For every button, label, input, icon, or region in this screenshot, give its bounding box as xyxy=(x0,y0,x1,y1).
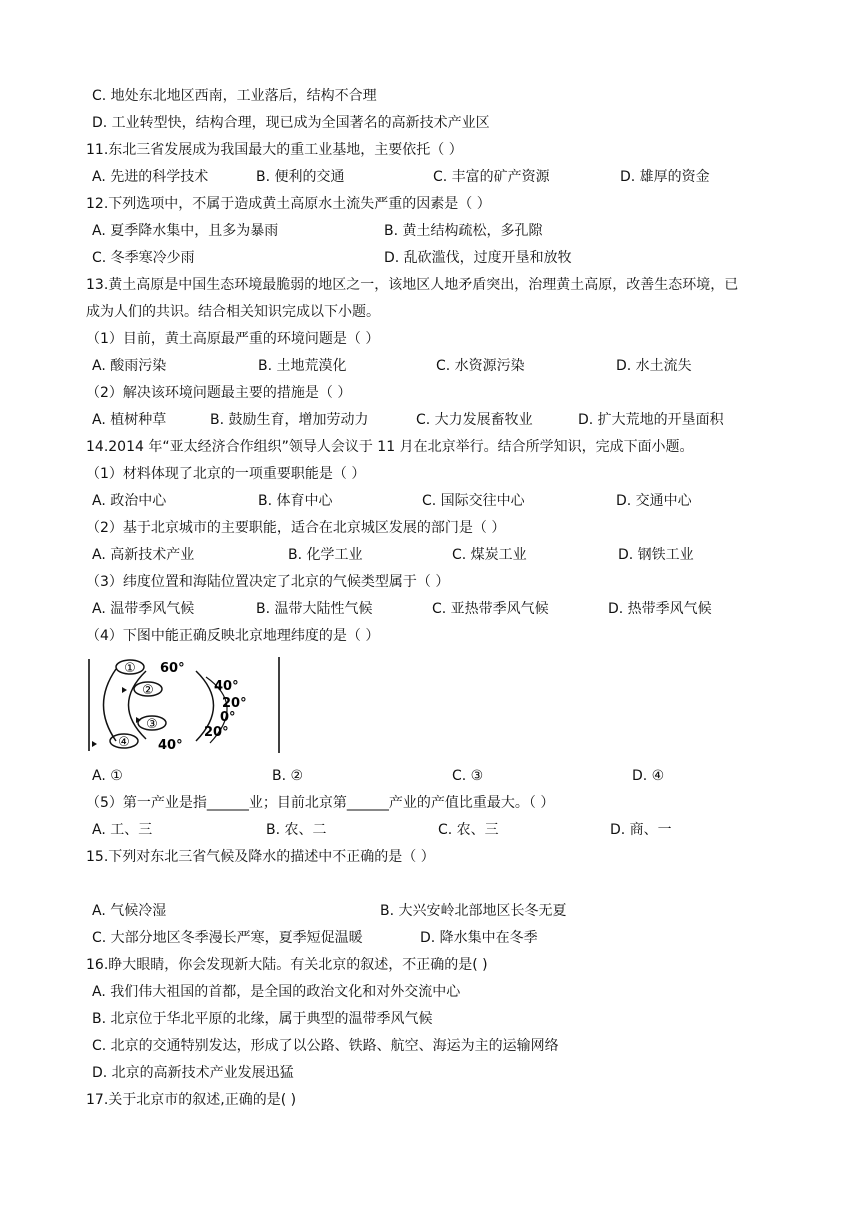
option-d: D. 商、一 xyxy=(610,822,672,838)
subquestion: （2）基于北京城市的主要职能，适合在北京城区发展的部门是（ ） xyxy=(86,520,506,536)
option-c: C. 农、三 xyxy=(438,822,499,838)
option-a: A. 夏季降水集中，且多为暴雨 xyxy=(92,223,279,239)
option-a: A. 工、三 xyxy=(92,822,153,838)
option-line: C. 地处东北地区西南，工业落后，结构不合理 xyxy=(92,88,377,104)
option-b: B. 农、二 xyxy=(266,822,327,838)
mark-1: ① xyxy=(124,661,136,676)
option-c: C. 亚热带季风气候 xyxy=(432,601,549,617)
question-11: 11.东北三省发展成为我国最大的重工业基地，主要依托（ ） xyxy=(86,142,463,158)
option-d: D. 钢铁工业 xyxy=(618,547,694,563)
option-d: D. 雄厚的资金 xyxy=(620,169,710,185)
option-b: B. 北京位于华北平原的北缘，属于典型的温带季风气候 xyxy=(92,1011,433,1027)
option-a: A. 植树种草 xyxy=(92,412,167,428)
lat-label: 20° xyxy=(204,725,229,740)
subquestion: （3）纬度位置和海陆位置决定了北京的气候类型属于（ ） xyxy=(86,574,450,590)
option-c: C. 水资源污染 xyxy=(436,358,525,374)
lat-label: 40° xyxy=(158,738,183,753)
option-b: B. 大兴安岭北部地区长冬无夏 xyxy=(380,903,567,919)
subquestion: （2）解决该环境问题最主要的措施是（ ） xyxy=(86,385,352,401)
option-d: D. 扩大荒地的开垦面积 xyxy=(578,412,724,428)
option-a: A. 温带季风气候 xyxy=(92,601,195,617)
option-b: B. 土地荒漠化 xyxy=(258,358,347,374)
question-17: 17.关于北京市的叙述,正确的是( ) xyxy=(86,1092,297,1108)
option-a: A. 我们伟大祖国的首都，是全国的政治文化和对外交流中心 xyxy=(92,984,461,1000)
latitude-figure xyxy=(86,655,282,755)
option-c: C. 大部分地区冬季漫长严寒，夏季短促温暖 xyxy=(92,930,363,946)
option-line: D. 工业转型快，结构合理，现已成为全国著名的高新技术产业区 xyxy=(92,115,490,131)
mark-2: ② xyxy=(142,683,154,698)
option-b: B. ② xyxy=(272,768,304,784)
option-c: C. 煤炭工业 xyxy=(452,547,527,563)
option-a: A. 酸雨污染 xyxy=(92,358,167,374)
question-15: 15.下列对东北三省气候及降水的描述中不正确的是（ ） xyxy=(86,849,435,865)
option-d: D. 热带季风气候 xyxy=(608,601,712,617)
option-c: C. 大力发展畜牧业 xyxy=(416,412,533,428)
question-13: 13.黄土高原是中国生态环境最脆弱的地区之一，该地区人地矛盾突出，治理黄土高原，改善生态环境，已 xyxy=(86,277,739,293)
option-d: D. 交通中心 xyxy=(616,493,692,509)
option-a: A. 气候冷湿 xyxy=(92,903,167,919)
question-12: 12.下列选项中，不属于造成黄土高原水土流失严重的因素是（ ） xyxy=(86,196,491,212)
option-b: B. 便利的交通 xyxy=(256,169,345,185)
option-b: B. 温带大陆性气候 xyxy=(256,601,373,617)
option-d: D. 降水集中在冬季 xyxy=(420,930,538,946)
option-d: D. ④ xyxy=(632,768,665,784)
question-14: 14.2014 年“亚太经济合作组织”领导人会议于 11 月在北京举行。结合所学知识，完成下面小题。 xyxy=(86,439,694,455)
mark-3: ③ xyxy=(146,717,158,732)
option-c: C. 丰富的矿产资源 xyxy=(433,169,550,185)
option-c: C. 北京的交通特别发达，形成了以公路、铁路、航空、海运为主的运输网络 xyxy=(92,1038,559,1054)
option-b: B. 黄土结构疏松，多孔隙 xyxy=(384,223,543,239)
subquestion: （1）目前，黄土高原最严重的环境问题是（ ） xyxy=(86,331,380,347)
option-c: C. ③ xyxy=(452,768,484,784)
option-a: A. 先进的科学技术 xyxy=(92,169,209,185)
option-c: C. 冬季寒冷少雨 xyxy=(92,250,195,266)
option-c: C. 国际交往中心 xyxy=(422,493,525,509)
question-13-cont: 成为人们的共识。结合相关知识完成以下小题。 xyxy=(86,304,380,320)
lat-label: 0° xyxy=(220,710,236,725)
subquestion: （4）下图中能正确反映北京地理纬度的是（ ） xyxy=(86,628,380,644)
lat-label: 40° xyxy=(214,679,239,694)
mark-4: ④ xyxy=(118,735,130,750)
option-b: B. 体育中心 xyxy=(258,493,333,509)
option-a: A. ① xyxy=(92,768,123,784)
option-b: B. 鼓励生育，增加劳动力 xyxy=(210,412,369,428)
question-16: 16.睁大眼睛，你会发现新大陆。有关北京的叙述，不正确的是( ) xyxy=(86,957,488,973)
option-b: B. 化学工业 xyxy=(288,547,363,563)
lat-label: 20° xyxy=(222,696,247,711)
lat-label: 60° xyxy=(160,661,185,676)
subquestion: （5）第一产业是指______业；目前北京第______产业的产值比重最大。（ ） xyxy=(86,795,555,811)
subquestion: （1）材料体现了北京的一项重要职能是（ ） xyxy=(86,466,366,482)
option-d: D. 水土流失 xyxy=(616,358,692,374)
option-a: A. 高新技术产业 xyxy=(92,547,195,563)
option-a: A. 政治中心 xyxy=(92,493,167,509)
option-d: D. 北京的高新技术产业发展迅猛 xyxy=(92,1065,294,1081)
option-d: D. 乱砍滥伐，过度开垦和放牧 xyxy=(384,250,572,266)
